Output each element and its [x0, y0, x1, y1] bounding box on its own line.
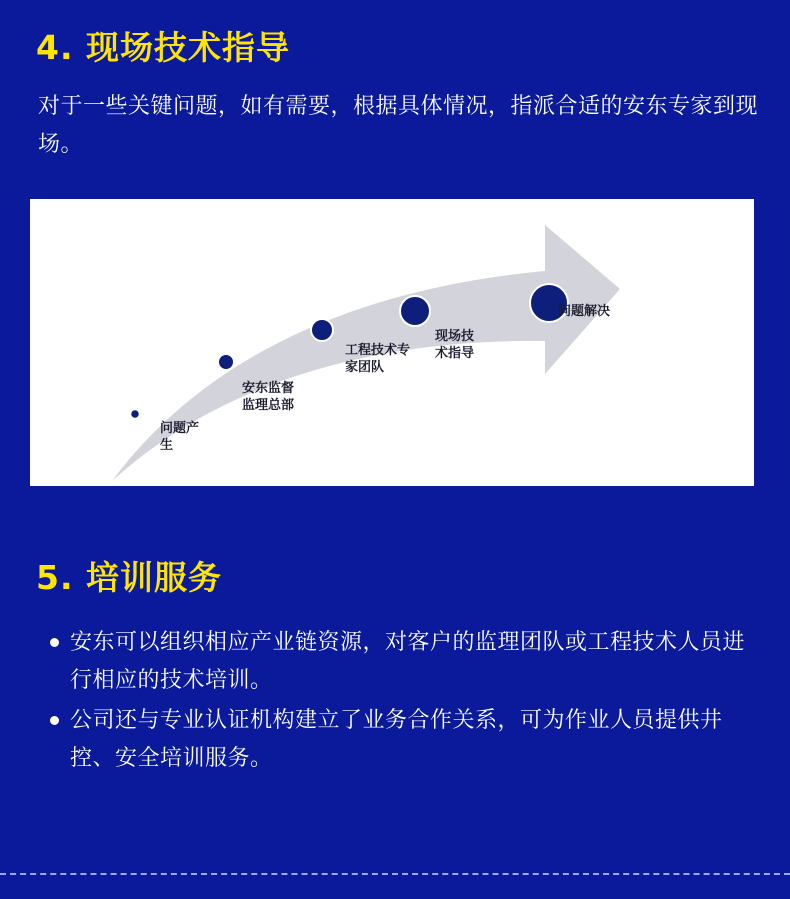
- step-node-2: [218, 354, 234, 370]
- step-label-1: 问题产 生: [160, 421, 200, 453]
- bullet-icon: [50, 716, 59, 725]
- section-title-training: 5. 培训服务: [36, 558, 222, 597]
- step-label-4: 现场技 术指导: [435, 329, 475, 361]
- step-label-3: 工程技术专 家团队: [345, 343, 411, 375]
- list-item: [50, 702, 750, 778]
- bullet-text: 安东可以组织相应产业链资源，对客户的监理团队或工程技术人员进行相应的技术培训。: [70, 630, 746, 693]
- section-title-onsite-guidance: 4. 现场技术指导: [36, 28, 290, 67]
- list-item: [50, 624, 750, 700]
- dashed-divider: [0, 873, 790, 875]
- step-node-4: [400, 296, 430, 326]
- bullet-icon: [50, 638, 59, 647]
- step-node-1: [131, 410, 140, 419]
- section-description: 对于一些关键问题，如有需要，根据具体情况，指派合适的安东专家到现场。: [38, 94, 759, 157]
- step-node-3: [311, 319, 333, 341]
- step-label-5: 问题解决: [558, 304, 611, 319]
- bullet-text: 公司还与专业认证机构建立了业务合作关系，可为作业人员提供井控、安全培训服务。: [70, 708, 723, 771]
- step-label-2: 安东监督 监理总部: [242, 381, 295, 413]
- training-bullet-list: [50, 624, 750, 780]
- process-diagram: [30, 199, 754, 486]
